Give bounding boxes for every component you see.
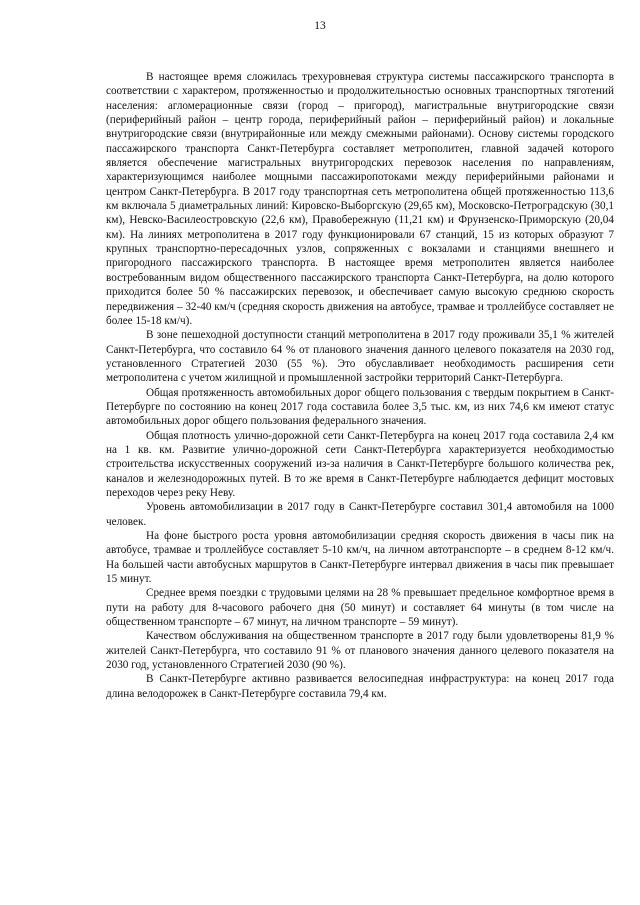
paragraph-peak-speed: На фоне быстрого роста уровня автомобилизации средняя скорость движения в часы пик на автобусе, трамвае и троллейбусе составляет 5-10 км/ч, на личном автотранспорте – в среднем 8-12 км/ч. На большей части автобусных маршрутов в Санкт-Петербурге интервал движения в часы пик превышает 15 минут. [106,530,614,586]
paragraph-road-length: Общая протяженность автомобильных дорог общего пользования с твердым покрытием в Санкт-Петербурге по состоянию на конец 2017 года составила более 3,5 тыс. км, из них 74,6 км имеют статус автомобильных дорог общего пользования федерального значения. [106,386,614,428]
document-body [106,70,614,701]
page-number: 13 [314,20,326,32]
paragraph-transport-structure: В настоящее время сложилась трехуровневая структура системы пассажирского транспорта в соответствии с характером, протяженностью и продолжительностью основных транспортных тяготений населения: агломерационные связи (город – пригород), магистральные внутригородские связи (периферийный район – центр города, периферийный район – периферийный район) и локальные внутригородские связи (внутрирайонные или между смежными районами). Основу системы городского пассажирского транспорта Санкт-Петербурга составляет метрополитен, главной задачей которого является обеспечение магистральных внутригородских перевозок населения по направлениям, характеризующимся наиболее мощными пассажиропотоками между периферийными районами и центром Санкт-Петербурга. В 2017 году транспортная сеть метрополитена общей протяженностью 113,6 км включала 5 диаметральных линий: Кировско-Выборгскую (29,65 км), Московско-Петроградскую (30,1 км), Невско-Василеостровскую (22,6 км), Правобережную (11,21 км) и Фрунзенско-Приморскую (20,04 км). На линиях метрополитена в 2017 году функционировали 67 станций, 15 из которых образуют 7 крупных транспортно-пересадочных узлов, сопряженных с вокзалами и станциями внешнего и пригородного пассажирского транспорта. В настоящее время метрополитен является наиболее востребованным видом общественного пассажирского транспорта Санкт-Петербурга, на долю которого приходится более 50 % пассажирских перевозок, и обеспечивает самую высокую среднюю скорость передвижения – 32-40 км/ч (средняя скорость движения на автобусе, трамвае и троллейбусе составляет не более 15-18 км/ч). [106,71,614,327]
paragraph-commute-time: Среднее время поездки с трудовыми целями на 28 % превышает предельное комфортное время в пути на работу для 8-часового рабочего дня (50 минут) и составляет 64 минуты (в том числе на общественном транспорте – 67 минут, на личном транспорте – 59 минут). [106,587,614,629]
paragraph-road-density: Общая плотность улично-дорожной сети Санкт-Петербурга на конец 2017 года составила 2,4 км на 1 кв. км. Развитие улично-дорожной сети Санкт-Петербурга характеризуется необходимостью строительства искусственных сооружений из-за наличия в Санкт-Петербурге большого количества рек, каналов и железнодорожных путей. В то же время в Санкт-Петербурге наблюдается дефицит мостовых переходов через реку Неву. [106,429,614,499]
paragraph-motorization: Уровень автомобилизации в 2017 году в Санкт-Петербурге составил 301,4 автомобиля на 1000 человек. [106,501,614,528]
paragraph-metro-accessibility: В зоне пешеходной доступности станций метрополитена в 2017 году проживали 35,1 % жителей Санкт-Петербурга, что составило 64 % от планового значения данного целевого показателя на 2030 год, установленного Стратегией 2030 (55 %). Это обуславливает необходимость расширения сети метрополитена с учетом жилищной и промышленной застройки территорий Санкт-Петербурга. [106,329,614,385]
paragraph-bike-infrastructure: В Санкт-Петербурге активно развивается велосипедная инфраструктура: на конец 2017 года длина велодорожек в Санкт-Петербурге составила 79,4 км. [106,673,614,700]
paragraph-service-quality: Качеством обслуживания на общественном транспорте в 2017 году были удовлетворены 81,9 % жителей Санкт-Петербурга, что составило 91 % от планового значения данного целевого показателя на 2030 год, установленного Стратегией 2030 (90 %). [106,630,614,672]
